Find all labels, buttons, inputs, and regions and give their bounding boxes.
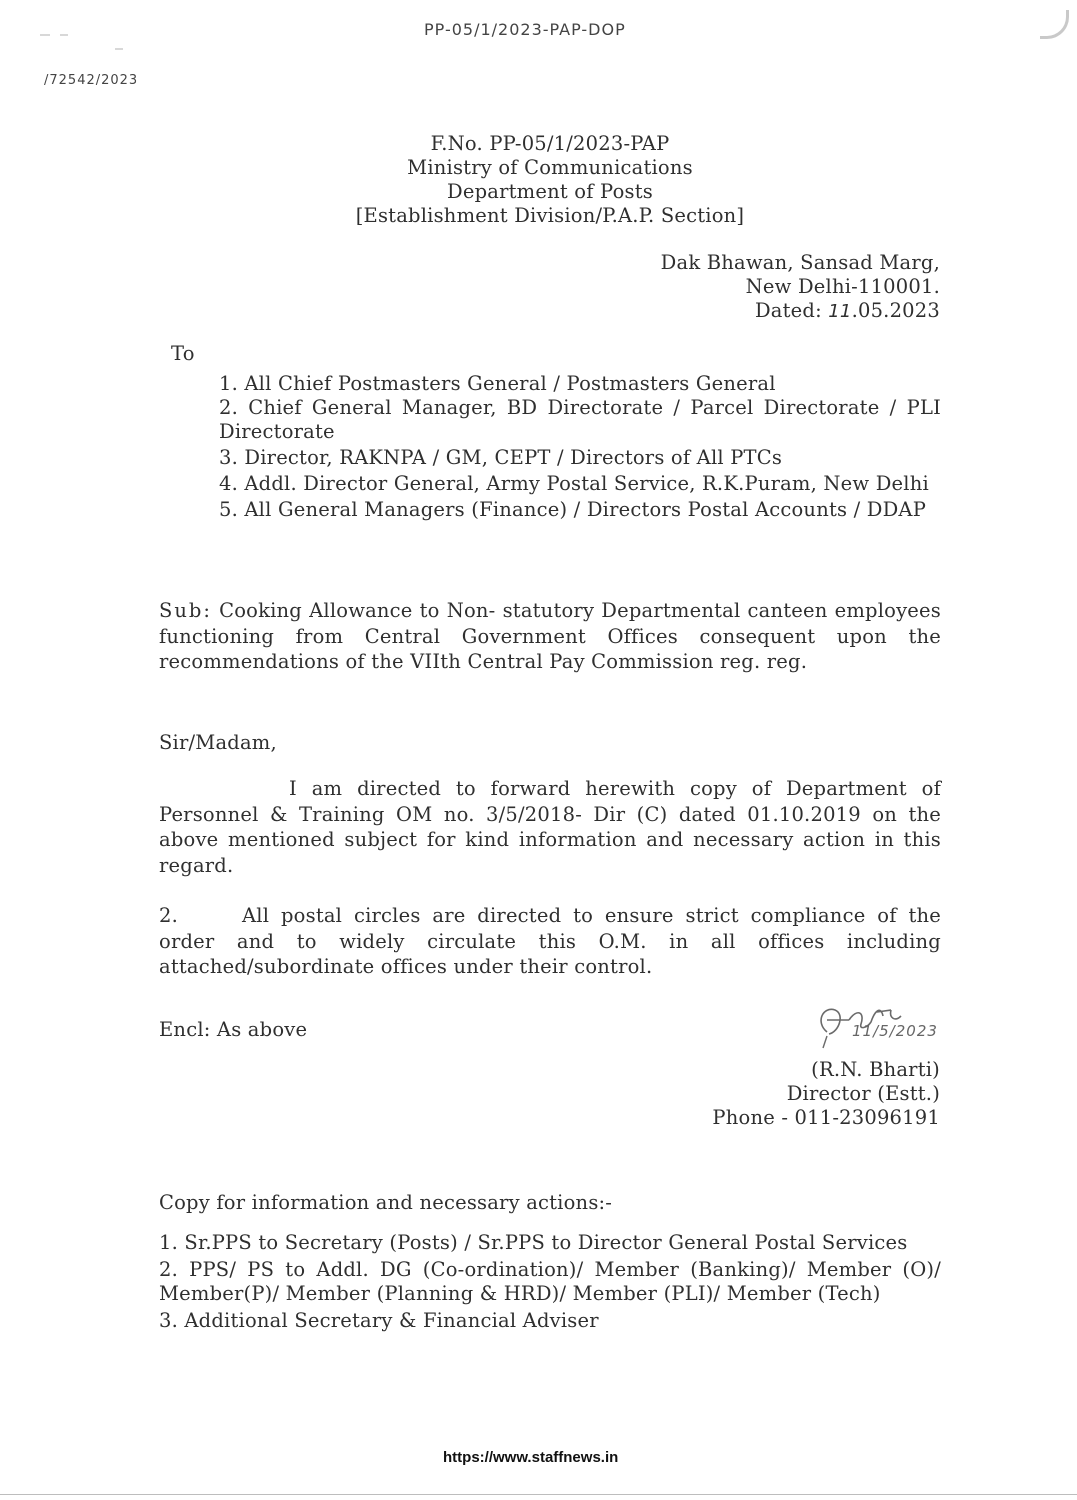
recipient-item: 2. Chief General Manager, BD Directorate / Parcel Directorate / PLI Directorate: [219, 396, 941, 443]
header-block: [300, 132, 800, 228]
recipients-list: [219, 372, 941, 522]
subject-paragraph: [159, 598, 941, 675]
signatory-designation: Director (Estt.): [786, 1082, 940, 1105]
recipient-item: 4. Addl. Director General, Army Postal Service, R.K.Puram, New Delhi: [219, 472, 929, 495]
signature-date-handwritten: 11/5/2023: [852, 1022, 938, 1040]
subject-label: Sub:: [159, 599, 212, 622]
to-label: To: [171, 342, 195, 365]
recipient-item: 5. All General Managers (Finance) / Directors Postal Accounts / DDAP: [219, 498, 927, 521]
signature-block: [600, 1058, 940, 1130]
copy-to-heading: Copy for information and necessary actions:-: [159, 1191, 613, 1214]
body-paragraph-1: I am directed to forward herewith copy of Department of Personnel & Training OM no. 3/5/2018- Dir (C) dated 01.10.2019 on the above mentioned subject for kind information and necessary action in this regard.: [159, 777, 941, 877]
copy-to-item: 1. Sr.PPS to Secretary (Posts) / Sr.PPS to Director General Postal Services: [159, 1231, 908, 1254]
department-name: Department of Posts: [447, 180, 653, 203]
division-name: [Establishment Division/P.A.P. Section]: [355, 204, 745, 227]
file-stamp-top: PP-05/1/2023-PAP-DOP: [424, 20, 626, 39]
date-line: [540, 299, 940, 324]
copy-to-item: 3. Additional Secretary & Financial Adviser: [159, 1309, 599, 1332]
address-line-2: New Delhi-110001.: [745, 275, 940, 298]
page-bottom-edge: [0, 1494, 1077, 1495]
copy-to-list: [159, 1231, 941, 1333]
address-line-1: Dak Bhawan, Sansad Marg,: [660, 251, 940, 274]
copy-to-item: 2. PPS/ PS to Addl. DG (Co-ordination)/ Member (Banking)/ Member (O)/ Member(P)/ Member (Planning & HRD)/ Member (PLI)/ Member (Tech): [159, 1258, 941, 1305]
date-rest: .05.2023: [851, 299, 940, 322]
recipient-item: 1. All Chief Postmasters General / Postmasters General: [219, 372, 776, 395]
date-label: Dated:: [754, 299, 822, 322]
subject-text: Cooking Allowance to Non- statutory Departmental canteen employees functioning from Central Government Offices consequent upon the recommendations of the VIIth Central Pay Commission reg. reg.: [159, 599, 941, 673]
body-paragraph-2: [159, 903, 941, 980]
scan-smudge: [40, 34, 50, 36]
file-number: F.No. PP-05/1/2023-PAP: [430, 132, 670, 155]
scan-corner: [1040, 10, 1069, 39]
paragraph-2-number: 2.: [159, 904, 179, 927]
ministry-name: Ministry of Communications: [407, 156, 693, 179]
salutation: Sir/Madam,: [159, 731, 277, 754]
address-block: [540, 251, 940, 324]
scan-smudge: [115, 48, 123, 50]
receipt-number: /72542/2023: [44, 73, 139, 88]
footer-url[interactable]: https://www.staffnews.in: [443, 1449, 619, 1466]
paragraph-2-text: All postal circles are directed to ensure strict compliance of the order and to widely circulate this O.M. in all offices including attached/subordinate offices under their control.: [159, 904, 941, 978]
recipient-item: 3. Director, RAKNPA / GM, CEPT / Directors of All PTCs: [219, 446, 783, 469]
signatory-name: (R.N. Bharti): [811, 1058, 940, 1081]
signatory-phone: Phone - 011-23096191: [712, 1106, 940, 1129]
scan-smudge: [60, 34, 68, 36]
date-day-handwritten: 11: [828, 301, 852, 322]
enclosure-note: Encl: As above: [159, 1018, 308, 1041]
